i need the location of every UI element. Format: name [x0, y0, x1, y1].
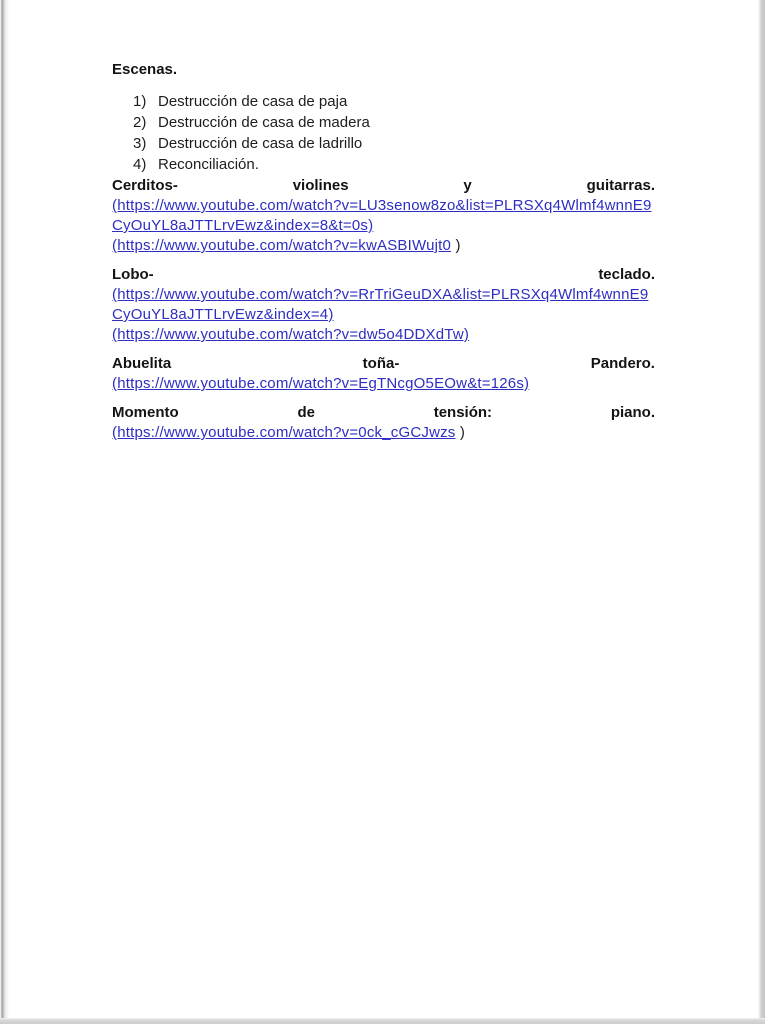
title-word: de: [297, 404, 315, 421]
link-row: [112, 325, 655, 345]
url-line[interactable]: (https://www.youtube.com/watch?v=kwASBIWujt0: [112, 237, 452, 254]
section-title-lobo: [112, 265, 655, 285]
list-item-number: 4): [133, 156, 147, 173]
scan-edge-left: [0, 0, 9, 1024]
title-word: y: [463, 177, 472, 194]
youtube-link-abuelita[interactable]: [112, 375, 529, 392]
link-row: [112, 285, 655, 325]
title-word: Pandero.: [590, 355, 655, 372]
page-title: Escenas.: [112, 61, 178, 78]
url-line[interactable]: (https://www.youtube.com/watch?v=dw5o4DDXdTw): [112, 326, 470, 343]
url-line[interactable]: (https://www.youtube.com/watch?v=LU3senow8zo&list=PLRSXq4Wlmf4wnnE9: [112, 197, 652, 214]
title-word: guitarras.: [586, 177, 655, 194]
title-word: violines: [292, 177, 349, 194]
list-item-number: 3): [133, 135, 147, 152]
youtube-link-lobo-2[interactable]: [112, 326, 469, 343]
list-item-text: Reconciliación.: [158, 156, 259, 173]
title-word: teclado.: [598, 266, 655, 283]
link-suffix: ): [455, 424, 466, 441]
link-row: [112, 423, 655, 443]
list-item-number: 2): [133, 114, 147, 131]
title-word: toña-: [362, 355, 400, 372]
scan-edge-bottom: [0, 1018, 765, 1024]
list-item: [133, 91, 655, 112]
section-momento-tension: [112, 403, 655, 443]
section-title-momento: [112, 403, 655, 423]
link-row: [112, 374, 655, 394]
title-word: Momento: [112, 404, 179, 421]
list-item-number: 1): [133, 93, 147, 110]
list-item: [133, 154, 655, 175]
section-lobo: [112, 265, 655, 345]
title-word: piano.: [610, 404, 655, 421]
list-item-text: Destrucción de casa de ladrillo: [158, 135, 363, 152]
list-item: [133, 133, 655, 154]
document-page: [112, 62, 655, 452]
youtube-link-cerditos-2[interactable]: [112, 237, 451, 254]
section-title-cerditos: [112, 176, 655, 196]
link-suffix: ): [451, 237, 461, 254]
section-abuelita: [112, 354, 655, 394]
youtube-link-momento[interactable]: [112, 424, 456, 441]
section-cerditos: [112, 176, 655, 256]
title-word: tensión:: [433, 404, 493, 421]
scan-edge-right: [758, 0, 765, 1024]
youtube-link-cerditos-1[interactable]: [112, 197, 651, 234]
url-line[interactable]: CyOuYL8aJTTLrvEwz&index=4): [112, 306, 334, 323]
link-row: [112, 196, 655, 236]
list-item: [133, 112, 655, 133]
youtube-link-lobo-1[interactable]: [112, 286, 648, 323]
link-row: [112, 236, 655, 256]
list-item-text: Destrucción de casa de paja: [158, 93, 348, 110]
list-item-text: Destrucción de casa de madera: [158, 114, 370, 131]
scene-list: [133, 91, 655, 175]
url-line[interactable]: CyOuYL8aJTTLrvEwz&index=8&t=0s): [112, 217, 374, 234]
title-word: Abuelita: [112, 355, 172, 372]
title-word: Lobo-: [112, 266, 154, 283]
title-word: Cerditos-: [112, 177, 178, 194]
section-title-abuelita: [112, 354, 655, 374]
url-line[interactable]: (https://www.youtube.com/watch?v=EgTNcgO5EOw&t=126s): [112, 375, 530, 392]
url-line[interactable]: (https://www.youtube.com/watch?v=RrTriGeuDXA&list=PLRSXq4Wlmf4wnnE9: [112, 286, 649, 303]
url-line[interactable]: (https://www.youtube.com/watch?v=0ck_cGCJwzs: [112, 424, 456, 441]
